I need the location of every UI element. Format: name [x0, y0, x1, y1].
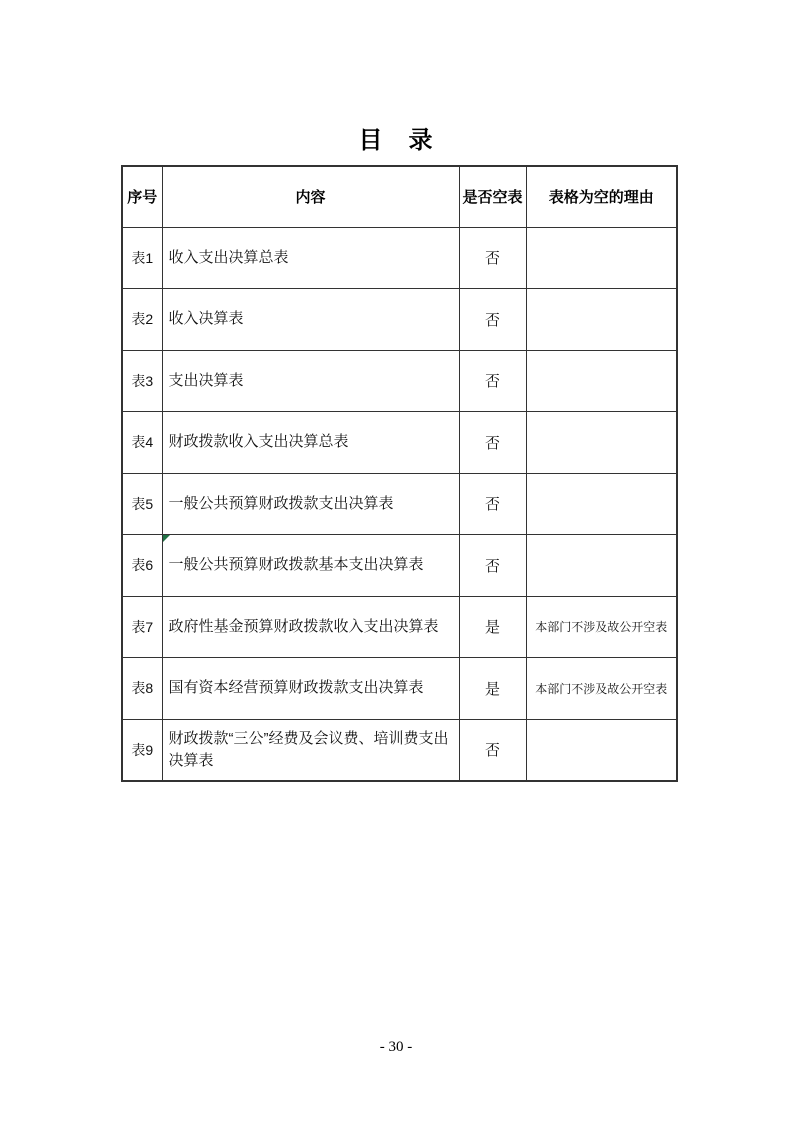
row-empty-flag-cell: 否 — [459, 719, 526, 781]
row-reason-cell — [526, 227, 677, 289]
row-content-cell — [162, 535, 459, 597]
row-empty-flag-cell: 否 — [459, 473, 526, 535]
toc-table — [121, 165, 678, 782]
row-content-cell — [162, 719, 459, 781]
row-content-text: 一般公共预算财政拨款基本支出决算表 — [168, 556, 424, 574]
row-empty-flag-cell: 是 — [459, 658, 526, 720]
cell-flag-icon — [163, 535, 170, 542]
row-seq-cell: 表7 — [122, 596, 162, 658]
page-number: - 30 - — [379, 1039, 413, 1055]
row-content-text: 收入决算表 — [168, 310, 244, 328]
col-header-empty: 是否空表 — [459, 166, 526, 227]
row-seq-cell: 表6 — [122, 535, 162, 597]
row-content-cell — [162, 412, 459, 474]
table-row — [122, 596, 677, 658]
row-seq-cell: 表2 — [122, 289, 162, 351]
row-empty-flag-cell: 否 — [459, 227, 526, 289]
table-header-row — [122, 166, 677, 227]
row-seq-cell: 表9 — [122, 719, 162, 781]
row-reason-cell: 本部门不涉及故公开空表 — [526, 596, 677, 658]
row-reason-cell — [526, 535, 677, 597]
col-header-reason: 表格为空的理由 — [526, 166, 677, 227]
row-seq-cell: 表8 — [122, 658, 162, 720]
row-content-text: 收入支出决算总表 — [168, 248, 289, 266]
table-row — [122, 227, 677, 289]
row-reason-cell — [526, 289, 677, 351]
row-empty-flag-cell: 否 — [459, 350, 526, 412]
row-content-cell — [162, 227, 459, 289]
row-content-text: 政府性基金预算财政拨款收入支出决算表 — [168, 617, 439, 635]
row-content-cell — [162, 289, 459, 351]
row-content-cell — [162, 658, 459, 720]
row-content-text: 支出决算表 — [168, 371, 244, 389]
row-empty-flag-cell: 是 — [459, 596, 526, 658]
table-row — [122, 719, 677, 781]
row-content-text: 财政拨款“三公”经费及会议费、培训费支出决算表 — [168, 729, 449, 769]
row-reason-cell — [526, 350, 677, 412]
row-reason-cell — [526, 412, 677, 474]
row-seq-cell: 表5 — [122, 473, 162, 535]
row-empty-flag-cell: 否 — [459, 535, 526, 597]
table-row — [122, 658, 677, 720]
row-seq-cell: 表1 — [122, 227, 162, 289]
row-reason-cell: 本部门不涉及故公开空表 — [526, 658, 677, 720]
row-content-cell — [162, 473, 459, 535]
row-empty-flag-cell: 否 — [459, 289, 526, 351]
row-content-text: 国有资本经营预算财政拨款支出决算表 — [168, 679, 424, 697]
table-row — [122, 473, 677, 535]
row-empty-flag-cell: 否 — [459, 412, 526, 474]
table-row — [122, 350, 677, 412]
row-seq-cell: 表4 — [122, 412, 162, 474]
table-row — [122, 289, 677, 351]
col-header-content: 内容 — [162, 166, 459, 227]
row-content-cell — [162, 596, 459, 658]
row-content-text: 财政拨款收入支出决算总表 — [168, 433, 349, 451]
col-header-seq: 序号 — [122, 166, 162, 227]
row-content-text: 一般公共预算财政拨款支出决算表 — [168, 494, 394, 512]
row-reason-cell — [526, 473, 677, 535]
row-content-cell — [162, 350, 459, 412]
row-reason-cell — [526, 719, 677, 781]
table-row — [122, 412, 677, 474]
table-row — [122, 535, 677, 597]
page-title: 目 录 — [358, 127, 434, 154]
row-seq-cell: 表3 — [122, 350, 162, 412]
